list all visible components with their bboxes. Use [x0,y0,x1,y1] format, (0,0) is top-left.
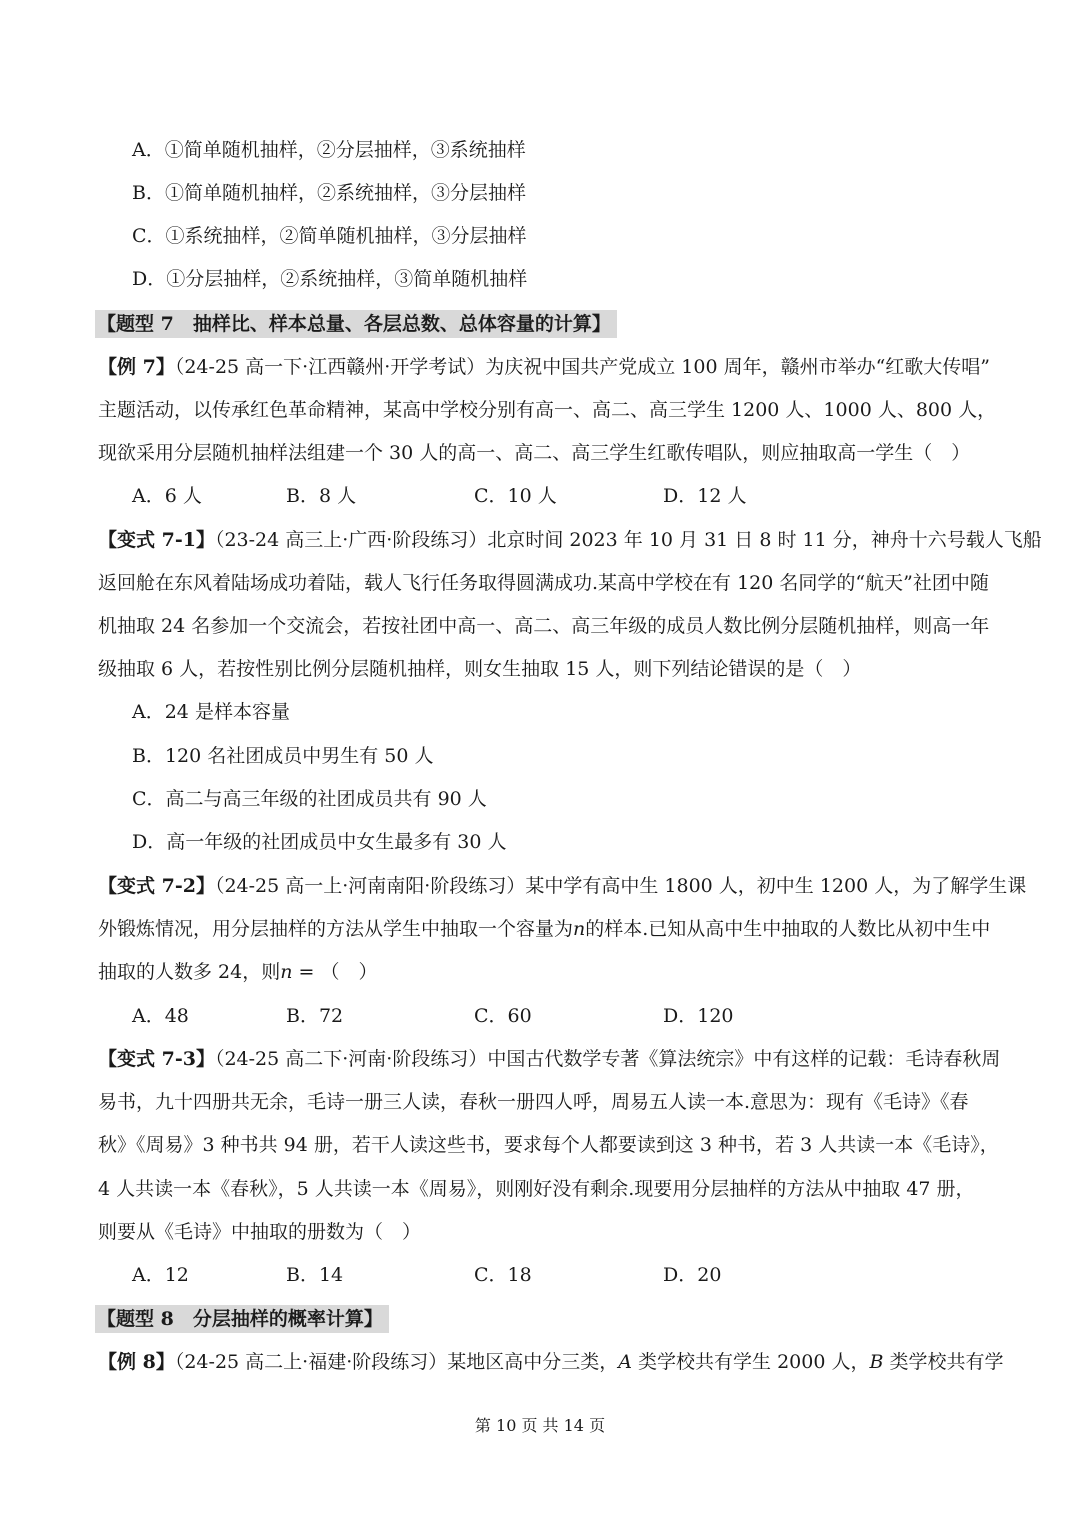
example-7-tag: 【例 7】 [98,356,175,378]
variant-7-3-line-1: 【变式 7-3】（24-25 高二下·河南·阶段练习）中国古代数学专著《算法统宗》中有这样的记载：毛诗春秋周 [98,1048,1001,1070]
option-c: C．10 人 [474,485,557,507]
prev-option-c: C．①系统抽样，②简单随机抽样，③分层抽样 [132,225,527,247]
option-d: D．20 [663,1264,722,1286]
variable-a: A [618,1351,632,1373]
prev-option-a: A．①简单随机抽样，②分层抽样，③系统抽样 [132,139,526,161]
section-8-heading: 【题型 8 分层抽样的概率计算】 [95,1305,389,1333]
variable-n: n [280,961,293,983]
example-7-options [132,483,992,509]
variant-7-3-line-5: 则要从《毛诗》中抽取的册数为（ ） [98,1221,422,1243]
variant-7-1-line-2: 返回舱在东风着陆场成功着陆，载人飞行任务取得圆满成功.某高中学校在有 120 名同学的“航天”社团中随 [98,572,989,594]
prev-option-d: D．①分层抽样，②系统抽样，③简单随机抽样 [132,268,528,290]
option-b: B．14 [286,1264,344,1286]
option-c: C．60 [474,1005,532,1027]
section-7-heading: 【题型 7 抽样比、样本总量、各层总数、总体容量的计算】 [95,310,617,338]
option-b: B．8 人 [286,485,357,507]
variant-7-2-line-1: 【变式 7-2】（24-25 高一上·河南南阳·阶段练习）某中学有高中生 1800 人，初中生 1200 人，为了解学生课 [98,875,1027,897]
variant-7-2-line-3: 抽取的人数多 24，则n = （ ） [98,961,378,983]
variant-7-2-options [132,1003,992,1029]
variant-7-3-options [132,1262,992,1288]
option-b: B．72 [286,1005,344,1027]
variable-b: B [869,1351,884,1373]
variant-7-3-line-3: 秋》《周易》3 种书共 94 册，若干人读这些书，要求每个人都要读到这 3 种书，若 3 人共读一本《毛诗》， [98,1134,999,1156]
variant-7-1-line-4: 级抽取 6 人，若按性别比例分层随机抽样，则女生抽取 15 人，则下列结论错误的是（ ） [98,658,862,680]
example-7-line-3: 现欲采用分层随机抽样法组建一个 30 人的高一、高二、高三学生红歌传唱队，则应抽取高一学生（ ） [98,442,971,464]
option-a: A．12 [132,1264,189,1286]
option-d: D．120 [663,1005,734,1027]
variant-7-1-line-3: 机抽取 24 名参加一个交流会，若按社团中高一、高二、高三年级的成员人数比例分层随机抽样，则高一年 [98,615,990,637]
variant-7-3-line-2: 易书，九十四册共无余，毛诗一册三人读，春秋一册四人呼，周易五人读一本.意思为：现有《毛诗》《春 [98,1091,969,1113]
variant-7-1-line-1: 【变式 7-1】（23-24 高三上·广西·阶段练习）北京时间 2023 年 10 月 31 日 8 时 11 分，神舟十六号载人飞船 [98,529,1042,551]
variant-7-1-option-a: A．24 是样本容量 [132,701,290,723]
variant-7-2-tag: 【变式 7-2】 [98,875,215,897]
variant-7-1-tag: 【变式 7-1】 [98,529,215,551]
variant-7-1-option-d: D．高一年级的社团成员中女生最多有 30 人 [132,831,507,853]
variant-7-3-tag: 【变式 7-3】 [98,1048,215,1070]
prev-option-b: B．①简单随机抽样，②系统抽样，③分层抽样 [132,182,526,204]
variant-7-1-option-c: C．高二与高三年级的社团成员共有 90 人 [132,788,487,810]
variant-7-1-option-b: B．120 名社团成员中男生有 50 人 [132,745,434,767]
variable-n: n [573,918,586,940]
example-8-line-1: 【例 8】（24-25 高二上·福建·阶段练习）某地区高中分三类，A 类学校共有学生 2000 人，B 类学校共有学 [98,1351,1004,1373]
option-d: D．12 人 [663,485,747,507]
option-c: C．18 [474,1264,532,1286]
variant-7-3-line-4: 4 人共读一本《春秋》，5 人共读一本《周易》，则刚好没有剩余.现要用分层抽样的方法从中抽取 47 册， [98,1178,975,1200]
example-8-tag: 【例 8】 [98,1351,175,1373]
option-a: A．6 人 [132,485,202,507]
example-7-line-2: 主题活动，以传承红色革命精神，某高中学校分别有高一、高二、高三学生 1200 人、1000 人、800 人， [98,399,997,421]
variant-7-2-line-2: 外锻炼情况，用分层抽样的方法从学生中抽取一个容量为n的样本.已知从高中生中抽取的人数比从初中生中 [98,918,991,940]
page-number-footer: 第 10 页 共 14 页 [474,1416,606,1435]
option-a: A．48 [132,1005,189,1027]
example-7-line-1: 【例 7】（24-25 高一下·江西赣州·开学考试）为庆祝中国共产党成立 100 周年，赣州市举办“红歌大传唱” [98,356,991,378]
